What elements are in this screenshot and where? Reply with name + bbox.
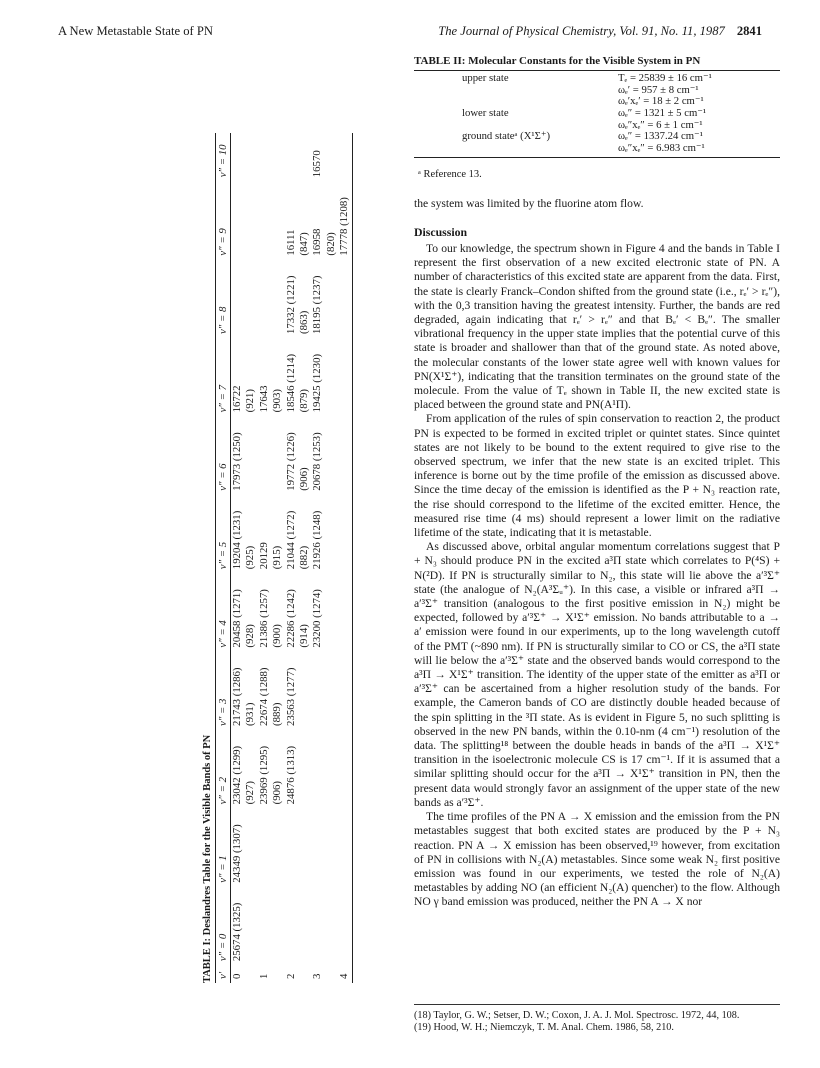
table-1-col-header: v″ = 0 [216,887,231,965]
table-cell: 17973 (1250) [231,432,243,491]
table-cell: (931) [244,702,257,726]
table-1 [202,133,351,983]
table-cell [271,420,284,490]
table-1-column [231,181,353,259]
table-cell [271,969,284,979]
table-1-col-header: v′ [216,965,231,983]
table-cell: 19204 (1231) [231,510,243,570]
table-cell: 19772 (1226) [284,432,297,491]
table-cell [244,185,257,255]
table-cell: 21743 (1286) [231,667,243,726]
table-cell: (847) [298,232,311,256]
table-2-value: ωₑ″xₑ″ = 6.983 cm⁻¹ [618,141,705,154]
table-1-col-header: v″ = 7 [216,338,231,416]
table-cell [231,264,244,334]
table-cell [271,137,284,177]
table-2-values [618,131,705,154]
table-cell: 3 [311,973,324,979]
table-1-column [231,730,353,808]
table-1-col-header: v″ = 6 [216,416,231,494]
table-cell: (906) [271,780,284,805]
table-1-col-header: v″ = 2 [216,730,231,808]
table-cell: (889) [271,702,284,726]
table-cell: (900) [271,624,284,648]
table-2-value: ωₑ′ = 957 ± 8 cm⁻¹ [618,83,699,96]
table-cell [244,969,257,979]
table-cell: (927) [244,780,257,805]
table-cell: 20129 [257,542,270,570]
table-cell: (925) [244,545,257,570]
table-1-caption [202,133,213,983]
table-cell: 20678 (1253) [311,432,324,491]
table-cell: 23042 (1299) [231,745,243,805]
table-cell [258,264,271,334]
table-cell: (820) [324,232,337,256]
table-cell: 23969 (1295) [257,745,270,805]
table-1-col-header: v″ = 4 [216,573,231,651]
table-cell [298,137,311,177]
paragraph-2: From application of the rules of spin conservation to reaction 2, the product PN is expected to be formed in excited triplet or quintet states. Since quintet states are not likely to be bound to the extent required to give rise to the observed spectrum, we infer that the new state is an excited triplet. This inference is borne out by the time profile of the emission as discussed above. Since the time decay of the emission is identified as the P + N₃ reaction rate, the rise should correspond to the lifetime of the excited emitter. Hence, the measured rise time (4 ms) should represent a lower limit on the radiative lifetime of the state, indicating that it is metastable. [414,412,780,540]
table-2-footnote: ᵃ Reference 13. [418,169,482,181]
table-cell [271,264,284,334]
deslandres-table [215,133,353,983]
table-1-header-row [216,133,231,983]
table-1-column [231,260,353,338]
table-2-state-label: ground stateᵃ (X¹Σ⁺) [462,130,551,143]
table-cell: 17643 [257,385,270,413]
table-1-title: Deslandres Table for the Visible Bands of PN [202,734,213,936]
table-cell: 21044 (1272) [284,510,297,570]
table-cell: 22674 (1288) [257,667,270,726]
table-cell: 21386 (1257) [257,589,270,648]
table-2-row [414,73,780,108]
table-1-col-header: v″ = 1 [216,808,231,886]
reference-18: (18) Taylor, G. W.; Setser, D. W.; Coxon, J. A. J. Mol. Spectrosc. 1972, 44, 108. [414,1010,740,1021]
table-2-row [414,108,780,131]
table-cell: 21926 (1248) [311,510,324,570]
table-cell [258,420,271,490]
table-cell: (882) [298,545,311,570]
table-2-state-label: lower state [462,106,509,119]
table-row [231,133,353,983]
table-cell: 24876 (1313) [284,745,297,805]
table-1-label: TABLE I: [202,937,213,983]
table-1-column [231,652,353,730]
table-cell [231,137,244,177]
table-cell [298,969,311,979]
table-cell: 18195 (1237) [311,275,324,335]
table-1-col-header: v″ = 3 [216,652,231,730]
table-cell: 22286 (1242) [284,589,297,648]
table-cell: 20458 (1271) [231,589,243,648]
table-1-col-header: v″ = 9 [216,181,231,259]
table-cell: 19425 (1230) [311,353,324,413]
table-2-value: ωₑ″xₑ″ = 6 ± 1 cm⁻¹ [618,118,703,131]
paragraph-1: To our knowledge, the spectrum shown in Figure 4 and the bands in Table I represent the first observation of a new excited electronic state of PN. A number of characteristics of this excited state are apparent from the data. First, the state is clearly Franck–Condon shifted from the ground state (i.e., rₑ′ > rₑ″), with the 0,3 transition having the greatest intensity. Further, the bands are red degraded, again indicating that rₑ′ > rₑ″ and that Bₑ′ < Bₑ″. The smaller vibrational frequency in the upper state implies that the potential curve of this state is broader and shallower than that of the ground state. As noted above, the molecular constants of the lower state agree well with known values for PN(X¹Σ⁺), indicating that the transition terminates on the ground state of the molecule. From the value of Tₑ shown in Table II, the new excited state is placed between the ground state and PN(A¹Π). [414,241,780,412]
table-2-row [414,131,780,154]
table-cell: 16722 [231,385,243,413]
table-2-state-label: upper state [462,72,509,85]
table-cell: 23200 (1274) [311,589,324,648]
table-cell: (914) [298,624,311,648]
table-cell [231,185,244,255]
table-1-column [231,808,353,886]
section-heading-discussion: Discussion [414,224,468,239]
table-2-value: Tₑ = 25839 ± 16 cm⁻¹ [618,72,712,85]
paragraph-3: As discussed above, orbital angular momentum correlations suggest that P + N₃ should produce PN in the excited a³Π state which correlates to P(⁴S) + N(²D). If PN is structurally similar to N₂, this state will lie above the a′³Σ⁺ state (the analogue of N₂(A³Σᵤ⁺). In this case, a visible or infrared a³Π → a′³Σ⁺ transition (analogous to the first positive emission in N₂) might be expected, followed by a′³Σ⁺ → X¹Σ⁺ emission. No bands attributable to a → a′ emission were found in our experiments, up to the long wavelength cutoff of the PMT (~890 nm). If PN is structurally similar to CO or CS, the a³Π state will lie below the a′³Σ⁺ state and the observed bands would correspond to the a³Π → X¹Σ⁺ transition. The identity of the upper state of the emitter as a³Π or a′³Σ⁺ can be ascertained from a higher resolution study of the bands. For example, the Cameron bands of CO are distinctly double headed because of the spin splitting in the ³Π state. As is evident in Figure 5, no such splitting is observed in the new PN bands, within the 0.10-nm (4 cm⁻¹) resolution of the data. The splitting¹⁸ between the double heads in bands of the a³Π → X¹Σ⁺ transition in the isoelectronic molecule CS is 17 cm⁻¹. If it is assumed that a similar splitting should occur for the a³Π → X¹Σ⁺ transition in PN, then the present data would strongly favor an assignment of the upper state of the new bands as a′³Σ⁺. [414,540,780,809]
running-header-title: A New Metastable State of PN [58,24,213,38]
table-cell: 2 [284,973,297,979]
table-cell: 1 [257,973,270,979]
table-2-value: ωₑ″ = 1321 ± 5 cm⁻¹ [618,106,707,119]
table-cell [244,137,257,177]
reference-19: (19) Hood, W. H.; Niemczyk, T. M. Anal. Chem. 1986, 58, 210. [414,1022,674,1033]
table-1-column [231,133,353,181]
table-cell: 16570 [311,150,324,178]
table-cell [258,185,271,255]
table-2 [414,70,780,158]
table-1-col-header: v″ = 10 [216,133,231,181]
table-2-values [618,73,712,108]
table-cell: (928) [244,624,257,648]
table-cell: 17778 (1208) [338,197,351,256]
table-cell [244,420,257,490]
table-2-caption: TABLE II: Molecular Constants for the Visible System in PN [414,55,701,67]
table-cell [258,137,271,177]
page-number: 2841 [736,24,762,38]
paragraph-4: The time profiles of the PN A → X emission and the emission from the PN metastables suggest that both excited states are produced by the P + N₃ reaction. PN A → X emission has been observed,¹⁹ however, from excitation of PN in collisions with N₂(A) metastables. Since some weak N₂ first positive emission was found in our experiments, we tested the role of N₂(A) metastables by adding NO (an efficient N₂(A) quencher) to the flow. Although NO γ band emission was produced, neither the PN A → X nor [414,810,780,909]
table-1-column [231,573,353,651]
table-cell: 17332 (1221) [284,275,297,335]
table-1-column [231,338,353,416]
table-cell: 16958 [311,228,324,256]
table-cell: 24349 (1307) [231,824,243,883]
table-cell: 18546 (1214) [284,353,297,413]
table-cell: (906) [298,467,311,491]
table-cell: 23563 (1277) [284,667,297,726]
table-cell: 4 [338,973,351,979]
table-cell: (879) [298,389,311,413]
table-2-value: ωₑ′xₑ′ = 18 ± 2 cm⁻¹ [618,95,704,108]
table-cell: 25674 (1325) [231,902,243,962]
table-2-value: ωₑ″ = 1337.24 cm⁻¹ [618,130,703,143]
table-1-body [231,133,353,983]
table-cell: (863) [298,310,311,335]
table-2-values [618,108,706,131]
table-cell: (915) [271,545,284,570]
body-text [414,197,780,910]
journal-citation: The Journal of Physical Chemistry, Vol. 91, No. 11, 1987 [438,24,725,38]
right-column [414,54,780,910]
table-cell: (921) [244,389,257,413]
paragraph-continuation: the system was limited by the fluorine atom flow. [414,196,644,210]
table-1-vprime-column [231,965,353,983]
table-cell: 0 [231,973,243,979]
table-1-col-header: v″ = 8 [216,260,231,338]
table-cell: (903) [271,389,284,413]
table-1-column [231,887,353,965]
references [414,1004,780,1034]
table-1-column [231,416,353,494]
table-cell [285,137,298,177]
table-cell [325,969,338,979]
table-cell: 16111 [284,229,297,256]
table-cell [271,185,284,255]
table-cell [244,264,257,334]
running-header-journal [438,24,762,39]
table-1-col-header: v″ = 5 [216,495,231,573]
table-1-column [231,495,353,573]
